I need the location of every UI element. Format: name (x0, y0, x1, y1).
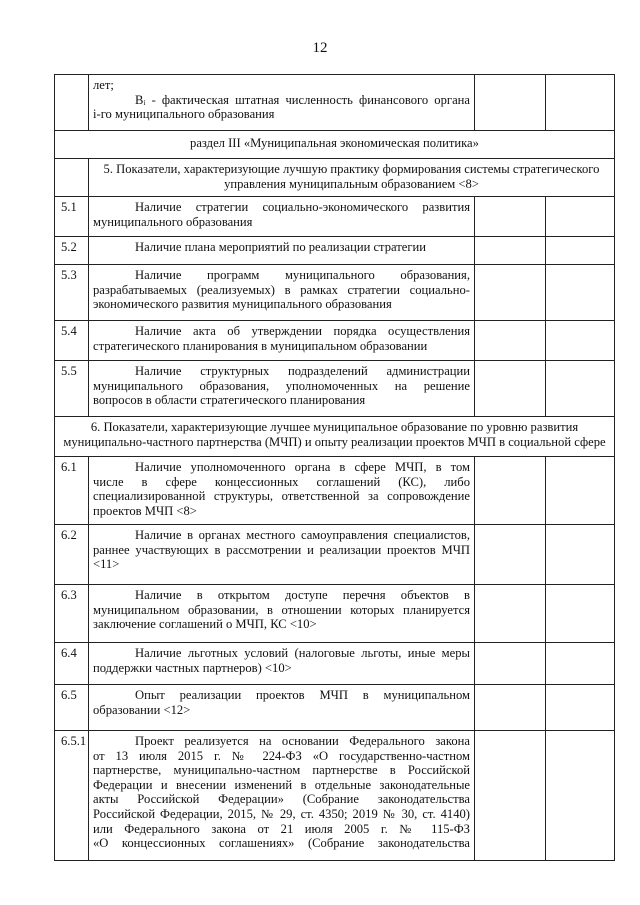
row-number: 6.1 (55, 457, 89, 525)
value-cell (546, 685, 615, 731)
value-cell (546, 197, 615, 237)
group-title-line: управления муниципальным образованием <8> (224, 176, 479, 191)
description-cell (89, 265, 475, 321)
table-row (55, 731, 615, 861)
text-line: числе в сфере концессионных соглашений (КС), либо (93, 474, 470, 489)
value-cell (475, 457, 546, 525)
text-line: акты Российской Федерации» (Собрание законодательства (93, 792, 470, 807)
group-header-row (55, 417, 615, 457)
text-line: Федерации и внесении изменений в отдельные законодательные (93, 777, 470, 792)
value-cell (546, 361, 615, 417)
text-line: партнерстве, муниципально-частном партнерстве в Российской (93, 763, 470, 778)
value-cell (475, 643, 546, 685)
row-number: 5.3 (55, 265, 89, 321)
description-cell (89, 75, 475, 131)
table-row (55, 197, 615, 237)
text-line: Наличие в открытом доступе перечня объектов в (135, 588, 470, 602)
row-number: 5.2 (55, 237, 89, 265)
description-cell (89, 643, 475, 685)
value-cell (475, 361, 546, 417)
description-cell (89, 685, 475, 731)
value-cell (475, 75, 546, 131)
description-cell (89, 457, 475, 525)
value-cell (546, 321, 615, 361)
text-line: экономического развития муниципального образования (93, 297, 392, 312)
text-line: Наличие программ муниципального образования, (135, 268, 470, 282)
text-line: лет; (93, 78, 114, 92)
value-cell (546, 643, 615, 685)
num-cell (55, 75, 89, 131)
row-number: 6.4 (55, 643, 89, 685)
text-line: муниципальном образовании, в отношении которых планируется (93, 602, 470, 617)
row-number: 5.4 (55, 321, 89, 361)
table-row (55, 237, 615, 265)
description-cell (89, 197, 475, 237)
value-cell (475, 685, 546, 731)
row-number: 6.3 (55, 585, 89, 643)
row-number: 5.5 (55, 361, 89, 417)
text-line: или Федерального закона от 21 июля 2005 г. № 115-ФЗ (93, 821, 470, 836)
section-title: раздел III «Муниципальная экономическая политика» (55, 131, 615, 159)
value-cell (475, 585, 546, 643)
description-cell (89, 585, 475, 643)
group-title-line: муниципально-частного партнерства (МЧП) и опыту реализации проектов МЧП в социальной сфере (63, 434, 606, 449)
value-cell (546, 237, 615, 265)
text-line: Bᵢ - фактическая штатная численность финансового органа (135, 92, 470, 107)
value-cell (475, 197, 546, 237)
text-line: Наличие плана мероприятий по реализации стратегии (135, 240, 427, 254)
section-header-row (55, 131, 615, 159)
text-line: заключение соглашений о МЧП, КС <10> (93, 617, 317, 632)
text-line: «О концессионных соглашениях» (Собрание законодательства (93, 836, 470, 851)
table-row (55, 525, 615, 585)
description-cell (89, 237, 475, 265)
text-line: Наличие уполномоченного органа в сфере МЧП, в том (135, 460, 470, 474)
text-line: специализированной структуры, ответственной за сопровождение (93, 489, 470, 504)
text-line: Российской Федерации, 2015, № 29, ст. 4350; 2019 № 30, ст. 4140) (93, 806, 470, 821)
group-title (89, 159, 615, 197)
value-cell (546, 731, 615, 861)
text-line: Наличие в органах местного самоуправления специалистов, (135, 528, 470, 542)
text-line: образовании <12> (93, 702, 191, 717)
value-cell (546, 525, 615, 585)
text-line: вопросов в области стратегического планирования (93, 393, 366, 408)
text-line: разрабатываемых (реализуемых) в рамках стратегии социально- (93, 282, 470, 297)
text-line: Наличие акта об утверждении порядка осуществления (135, 324, 470, 338)
text-line: Опыт реализации проектов МЧП в муниципальном (135, 688, 470, 702)
description-cell (89, 525, 475, 585)
text-line: проектов МЧП <8> (93, 503, 197, 518)
num-cell (55, 159, 89, 197)
value-cell (475, 321, 546, 361)
table-row (55, 361, 615, 417)
text-line: <11> (93, 557, 120, 572)
value-cell (475, 731, 546, 861)
table-row (55, 321, 615, 361)
description-cell (89, 731, 475, 861)
text-line: от 13 июля 2015 г. № 224-ФЗ «О государственно-частном (93, 748, 470, 763)
description-cell (89, 321, 475, 361)
table-row (55, 265, 615, 321)
text-line: Проект реализуется на основании Федерального закона (135, 734, 470, 748)
value-cell (475, 237, 546, 265)
text-line: i-го муниципального образования (93, 107, 275, 122)
value-cell (546, 265, 615, 321)
group-header-row (55, 159, 615, 197)
value-cell (546, 75, 615, 131)
value-cell (546, 585, 615, 643)
table-row (55, 643, 615, 685)
text-line: стратегического планирования в муниципальном образовании (93, 338, 428, 353)
text-line: муниципального образования (93, 214, 253, 229)
table-row (55, 457, 615, 525)
text-line: Наличие структурных подразделений администрации (135, 364, 470, 378)
group-title (55, 417, 615, 457)
value-cell (475, 265, 546, 321)
text-line: Наличие льготных условий (налоговые льготы, иные меры (135, 646, 470, 660)
value-cell (546, 457, 615, 525)
table-row (55, 685, 615, 731)
page-number: 12 (312, 40, 328, 56)
row-number: 6.5 (55, 685, 89, 731)
table-row (55, 585, 615, 643)
text-line: муниципального образования, уполномоченных на решение (93, 378, 470, 393)
text-line: поддержки частных партнеров) <10> (93, 660, 292, 675)
row-number: 6.2 (55, 525, 89, 585)
criteria-table (54, 74, 615, 861)
table-row (55, 75, 615, 131)
text-line: Наличие стратегии социально-экономического развития (135, 200, 470, 214)
row-number: 6.5.1 (55, 731, 89, 861)
description-cell (89, 361, 475, 417)
group-title-line: 5. Показатели, характеризующие лучшую практику формирования системы стратегического (103, 162, 600, 176)
text-line: раннее участвующих в рассмотрении и реализации проектов МЧП (93, 542, 470, 557)
value-cell (475, 525, 546, 585)
group-title-line: 6. Показатели, характеризующие лучшее муниципальное образование по уровню развития (90, 420, 579, 434)
row-number: 5.1 (55, 197, 89, 237)
